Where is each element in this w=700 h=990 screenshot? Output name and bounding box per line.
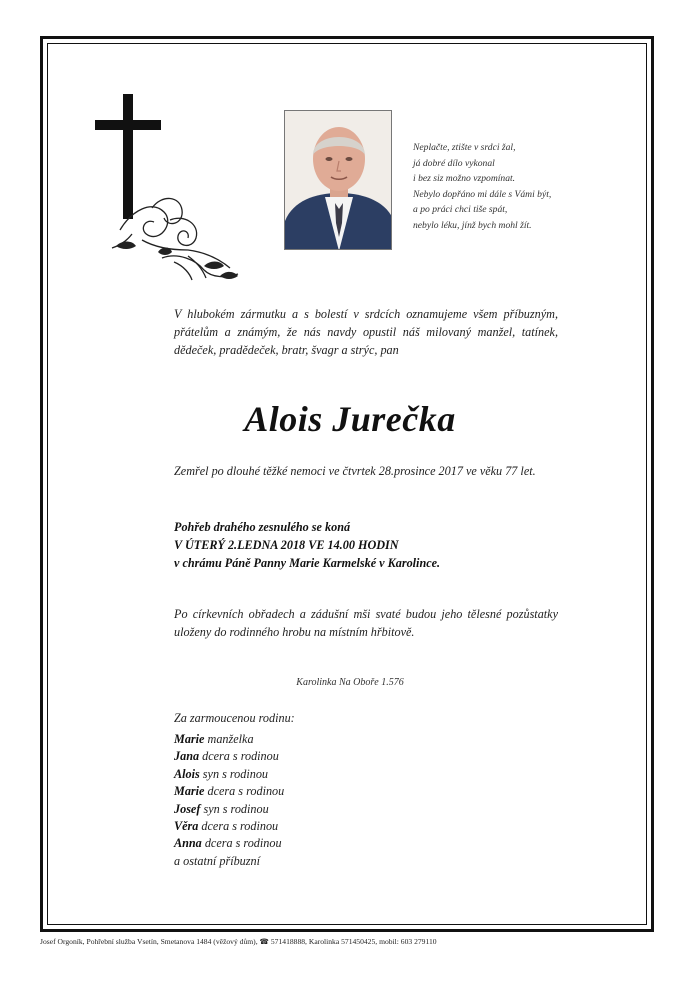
funeral-location: v chrámu Páně Panny Marie Karmelské v Karolince. [174,556,441,570]
family-member-relation: dcera s rodinou [204,836,282,851]
family-member [174,783,284,800]
family-heading: Za zarmoucenou rodinu: [174,711,295,725]
family-member-name: Jana [174,749,200,764]
poem-line: Neplačte, ztište v srdci žal, [413,142,516,153]
family-member-relation: dcera s rodinou [201,819,279,834]
family-member [174,748,284,765]
memorial-poem [413,140,628,233]
family-member-relation: dcera s rodinou [202,749,279,764]
poem-line: a po práci chci tiše spát, [413,204,508,215]
phone-icon: ☎ [259,937,269,946]
family-member-name: Marie [174,784,205,799]
footer-company: Josef Orgoník, Pohřební služba Vsetín, Smetanova 1484 (věžový dům), [40,937,258,946]
funeral-details [174,518,594,572]
poem-line: i bez siz možno vzpomínat. [413,173,516,184]
cross-icon [92,90,242,285]
poem-line: nebylo léku, jínž bych mohl žít. [413,219,532,231]
deceased-name: Alois Jurečka [244,399,456,439]
family-list [174,731,284,870]
family-member-name: Marie [174,732,205,746]
family-member-name: Alois [174,766,200,781]
family-member-relation: dcera s rodinou [207,784,285,799]
death-details: Zemřel po dlouhé těžké nemoci ve čtvrtek 28.prosince 2017 ve věku 77 let. [174,464,536,478]
family-member-name: Anna [174,836,202,851]
family-member [174,731,284,748]
poem-line: Nebylo dopřáno mi dále s Vámi být, [413,188,552,200]
family-member-relation: manželka [207,732,254,746]
family-member-name: Věra [174,819,199,834]
family-address: Karolinka Na Oboře 1.576 [296,677,404,688]
funeral-service-footer [40,937,660,946]
family-member-relation: a ostatní příbuzní [174,853,261,868]
announcement-intro: V hlubokém zármutku a s bolestí v srdcích oznamujeme všem příbuzným, přátelům a známým, že nás navdy opustil náš milovaný manžel, tatínek, dědeček, pradědeček, bratr, švagr a strýc, pan [174,307,558,357]
family-member [174,801,284,818]
funeral-line: Pohřeb drahého zesnulého se koná [174,520,351,534]
portrait-photo [284,110,392,250]
family-member [174,853,284,870]
funeral-datetime: V ÚTERÝ 2.LEDNA 2018 VE 14.00 HODIN [174,538,399,552]
cross-with-roses-emblem [92,90,242,285]
family-member-name: Josef [174,801,201,816]
family-member-relation: syn s rodinou [202,766,269,781]
family-member [174,766,284,783]
poem-line: já dobré dílo vykonal [413,157,495,169]
burial-details: Po církevních obřadech a zádušní mši svaté budou jeho tělesné pozůstatky uloženy do rodinného hrobu na místním hřbitově. [174,607,558,639]
family-member-relation: syn s rodinou [203,801,269,816]
family-member [174,835,284,852]
footer-phones: 571418888, Karolinka 571450425, mobil: 603 279110 [270,937,437,946]
family-member [174,818,284,835]
